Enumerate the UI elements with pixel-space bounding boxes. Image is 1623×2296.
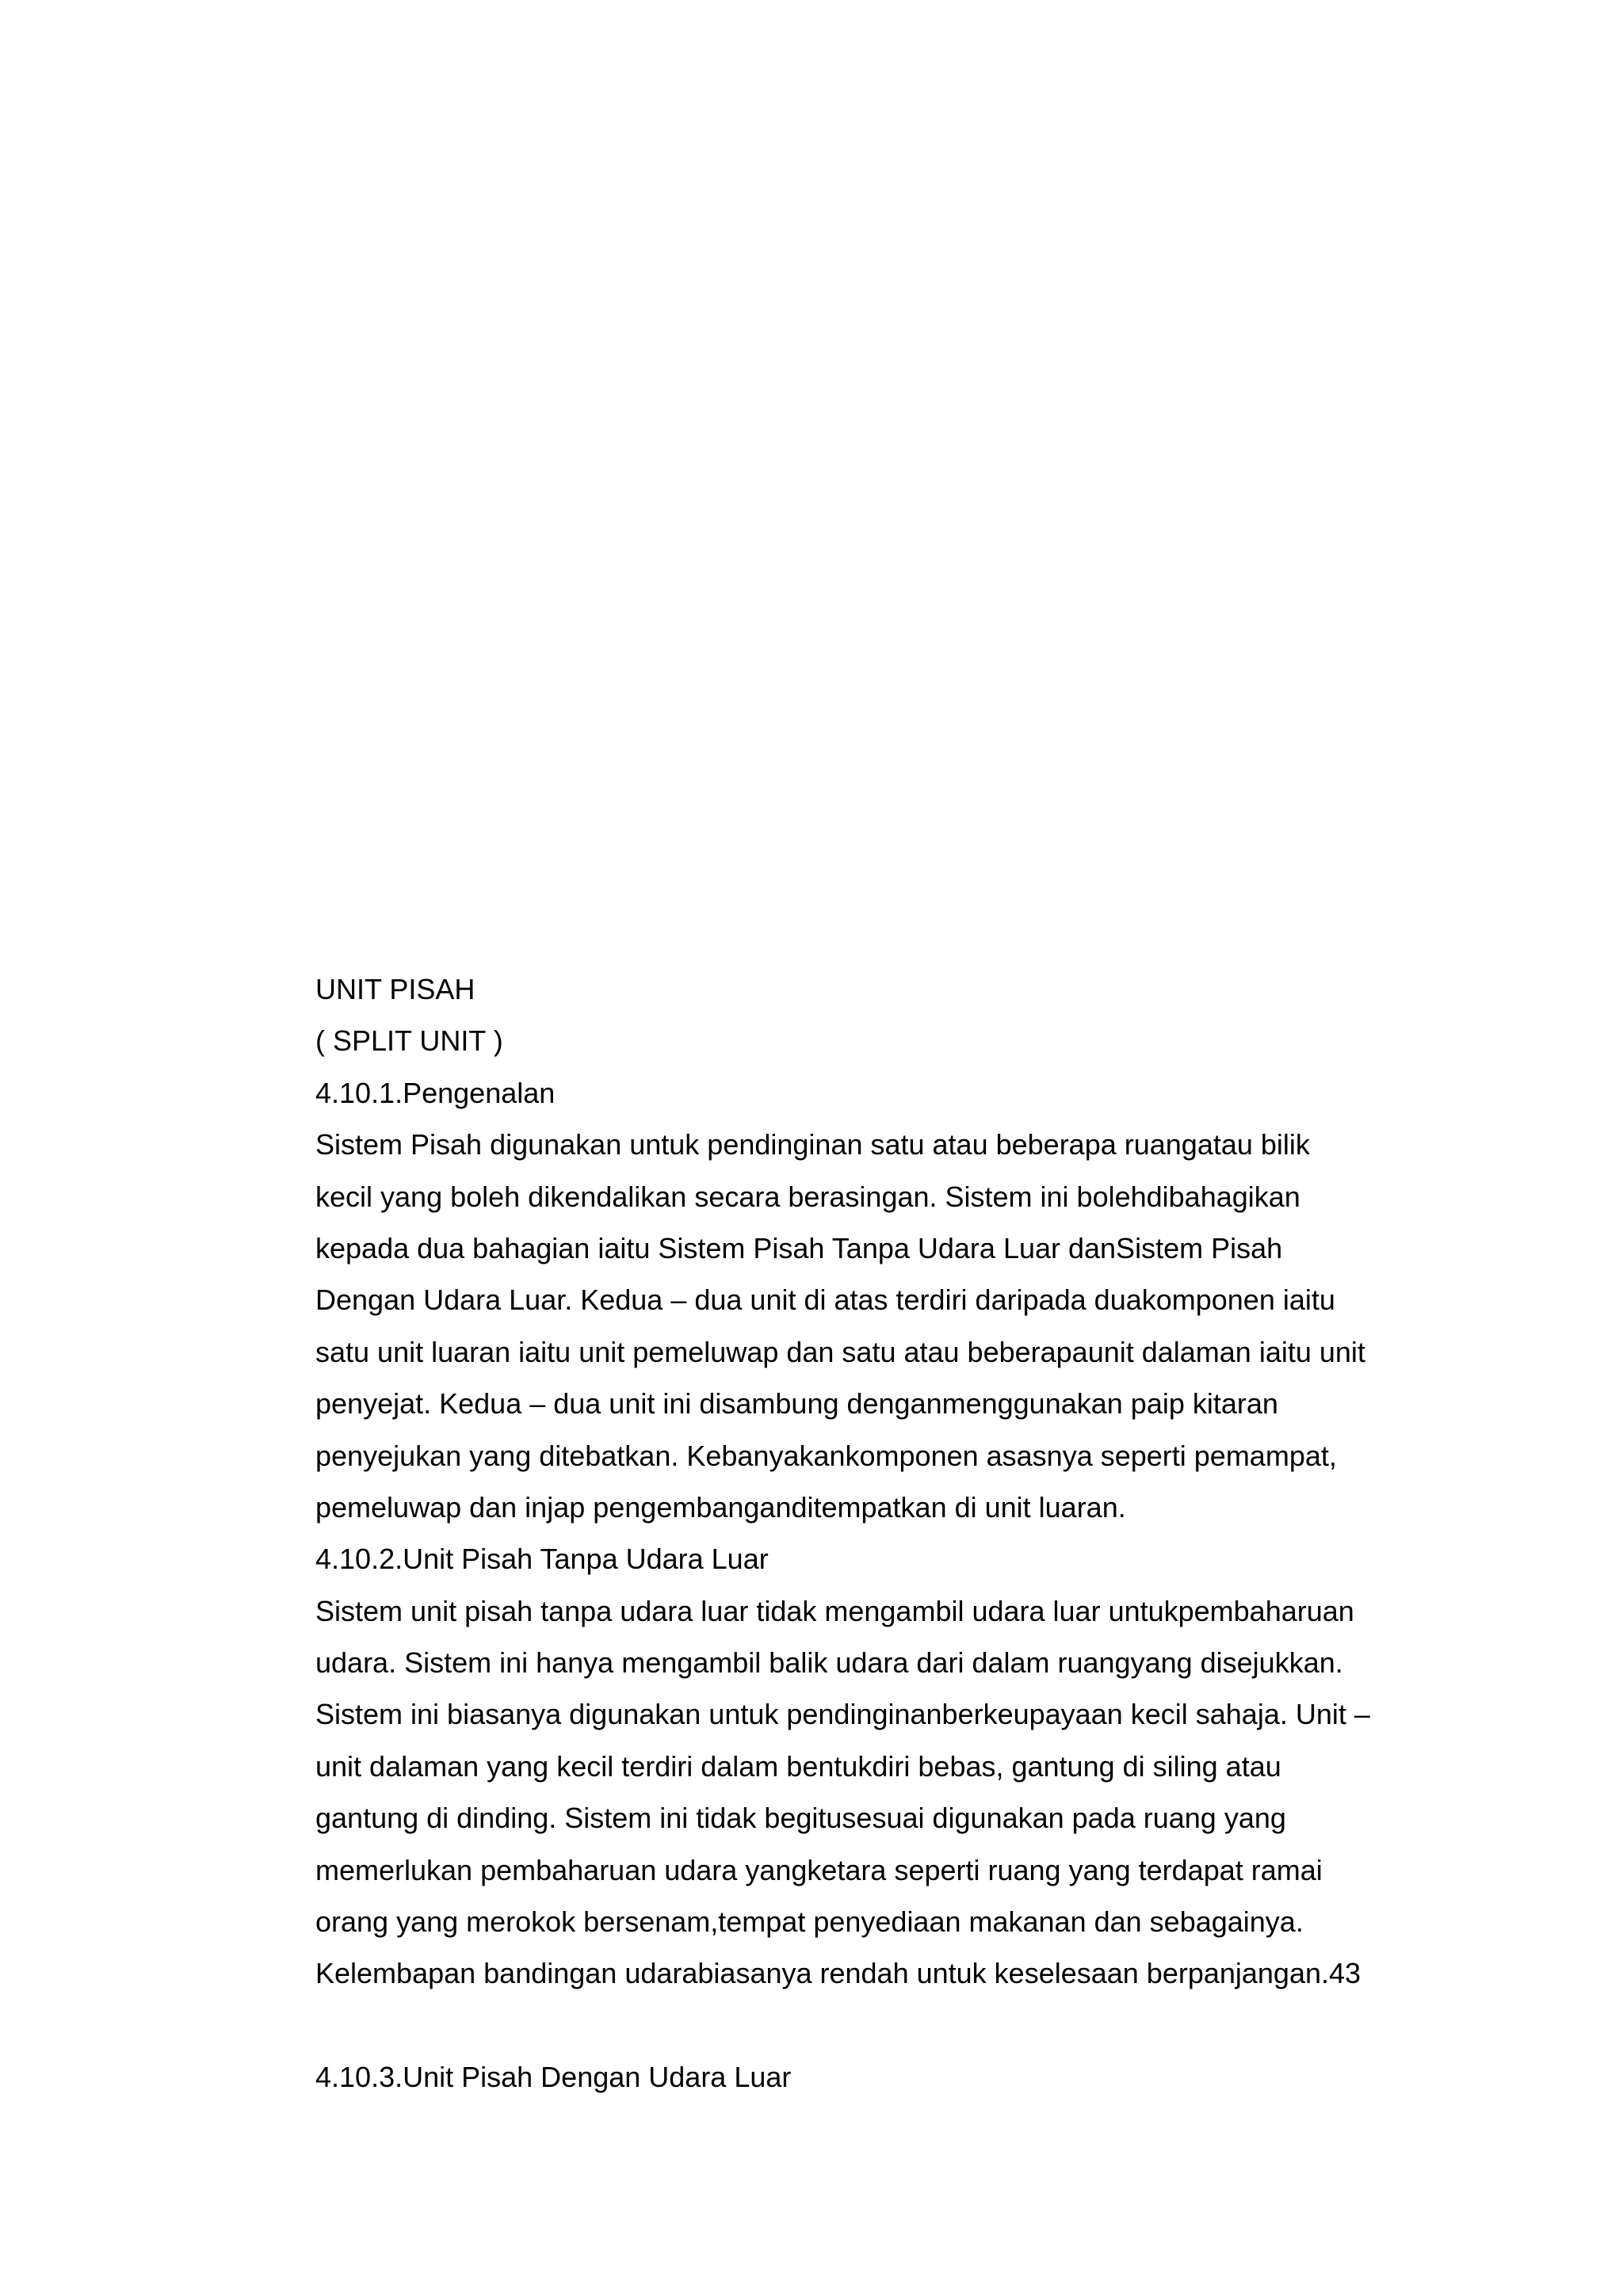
paragraph-line: kepada dua bahagian iaitu Sistem Pisah Tanpa Udara Luar danSistem Pisah xyxy=(315,1231,1283,1264)
blank-line xyxy=(315,2000,1441,2051)
paragraph-line: satu unit luaran iaitu unit pemeluwap dan satu atau beberapaunit dalaman iaitu unit xyxy=(315,1335,1365,1368)
paragraph-line: Sistem unit pisah tanpa udara luar tidak mengambil udara luar untukpembaharuan xyxy=(315,1594,1354,1627)
section-heading: 4.10.2.Unit Pisah Tanpa Udara Luar xyxy=(315,1543,769,1576)
paragraph-line: memerlukan pembaharuan udara yangketara seperti ruang yang terdapat ramai xyxy=(315,1853,1323,1886)
paragraph-line: Sistem Pisah digunakan untuk pendinginan satu atau beberapa ruangatau bilik xyxy=(315,1128,1310,1161)
paragraph-line: penyejukan yang ditebatkan. Kebanyakankomponen asasnya seperti pemampat, xyxy=(315,1439,1337,1472)
paragraph-line: kecil yang boleh dikendalikan secara berasingan. Sistem ini bolehdibahagikan xyxy=(315,1180,1300,1213)
paragraph-line: pemeluwap dan injap pengembanganditempatkan di unit luaran. xyxy=(315,1490,1126,1524)
document-title: UNIT PISAH xyxy=(315,973,475,1005)
section-heading: 4.10.3.Unit Pisah Dengan Udara Luar xyxy=(315,2061,792,2094)
paragraph-line: Kelembapan bandingan udarabiasanya rendah untuk keselesaan berpanjangan.43 xyxy=(315,1957,1361,1990)
paragraph-line: unit dalaman yang kecil terdiri dalam bentukdiri bebas, gantung di siling atau xyxy=(315,1749,1281,1783)
document-subtitle: ( SPLIT UNIT ) xyxy=(315,1024,503,1058)
section-heading: 4.10.1.Pengenalan xyxy=(315,1076,556,1109)
paragraph-line: Dengan Udara Luar. Kedua – dua unit di atas terdiri daripada duakomponen iaitu xyxy=(315,1283,1335,1317)
paragraph-line: penyejat. Kedua – dua unit ini disambung denganmenggunakan paip kitaran xyxy=(315,1387,1278,1421)
paragraph-line: orang yang merokok bersenam,tempat penyediaan makanan dan sebagainya. xyxy=(315,1905,1304,1939)
paragraph-line: udara. Sistem ini hanya mengambil balik udara dari dalam ruangyang disejukkan. xyxy=(315,1646,1343,1680)
paragraph-line: Sistem ini biasanya digunakan untuk pendinginanberkeupayaan kecil sahaja. Unit – xyxy=(315,1698,1370,1731)
page-content xyxy=(315,963,1441,2103)
paragraph-line: gantung di dinding. Sistem ini tidak begitusesuai digunakan pada ruang yang xyxy=(315,1802,1286,1835)
